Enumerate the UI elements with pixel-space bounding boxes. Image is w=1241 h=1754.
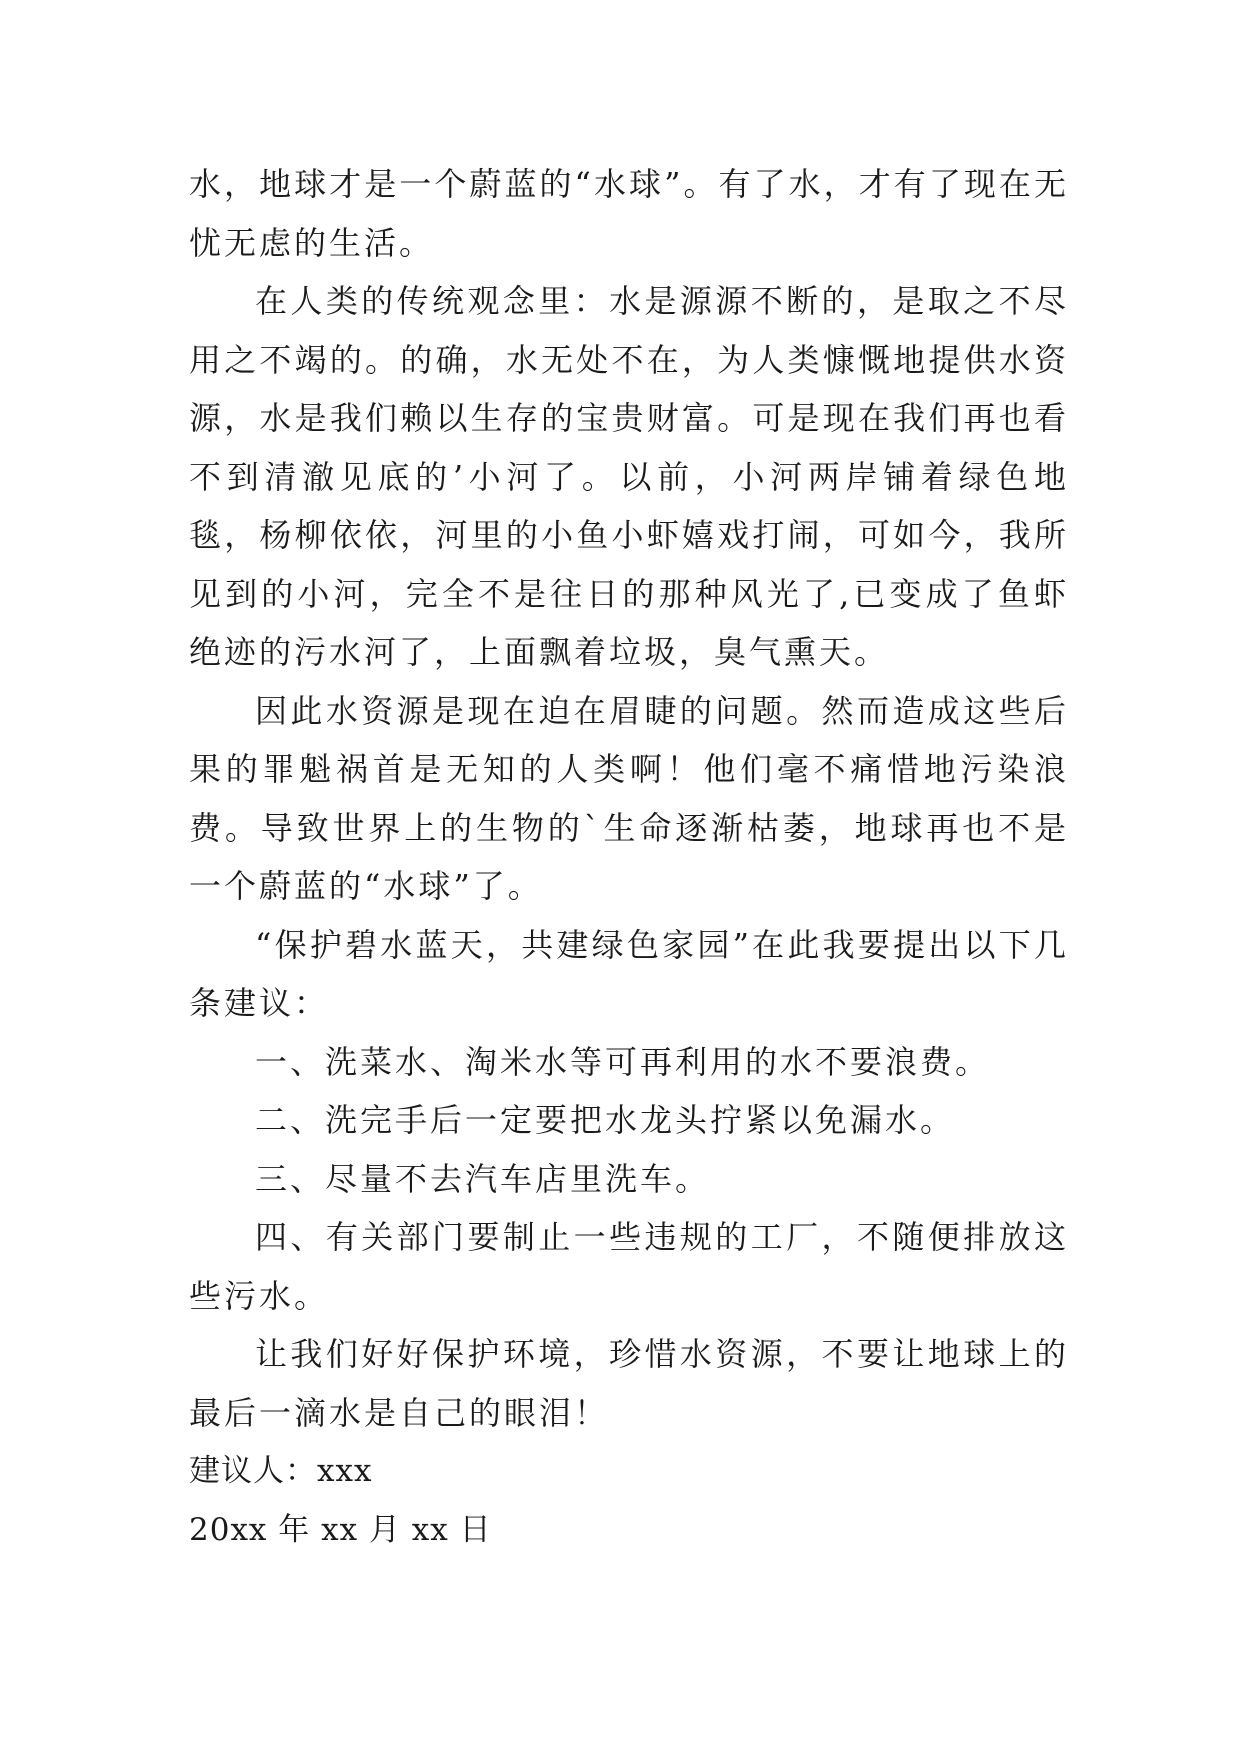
paragraph-urgent-problem: 因此水资源是现在迫在眉睫的问题。然而造成这些后果的罪魁祸首是无知的人类啊！他们毫不痛惜地污染浪费。导致世界上的生物的`生命逐渐枯萎，地球再也不是一个蔚蓝的“水球”了。 <box>189 691 1069 905</box>
suggestion-item-2: 二、洗完手后一定要把水龙头拧紧以免漏水。 <box>255 1101 956 1139</box>
document-page <box>189 155 1069 1559</box>
paragraph-closing-appeal: 让我们好好保护环境，珍惜水资源，不要让地球上的最后一滴水是自己的眼泪！ <box>189 1335 1069 1432</box>
signature-line: 建议人：xxx <box>189 1453 373 1489</box>
suggestion-item-1: 一、洗菜水、淘米水等可再利用的水不要浪费。 <box>255 1042 991 1081</box>
suggestion-item-3: 三、尽量不去汽车店里洗车。 <box>255 1159 711 1198</box>
suggestion-item-4: 四、有关部门要制止一些违规的工厂，不随便排放这些污水。 <box>189 1218 1069 1315</box>
paragraph-proposal-intro: “保护碧水蓝天，共建绿色家园”在此我要提出以下几条建议： <box>189 925 1069 1022</box>
date-line: 20xx 年 xx 月 xx 日 <box>189 1511 492 1548</box>
paragraph-continuation: 水，地球才是一个蔚蓝的“水球”。有了水，才有了现在无忧无虑的生活。 <box>189 165 1069 262</box>
paragraph-traditional-view: 在人类的传统观念里：水是源源不断的，是取之不尽用之不竭的。的确，水无处不在，为人类慷慨地提供水资源，水是我们赖以生存的宝贵财富。可是现在我们再也看不到清澈见底的’小河了。以前，小河两岸铺着绿色地毯，杨柳依依，河里的小鱼小虾嬉戏打闹，可如今，我所见到的小河，完全不是往日的那种风光了,已变成了鱼虾绝迹的污水河了，上面飘着垃圾，臭气熏天。 <box>189 282 1069 671</box>
